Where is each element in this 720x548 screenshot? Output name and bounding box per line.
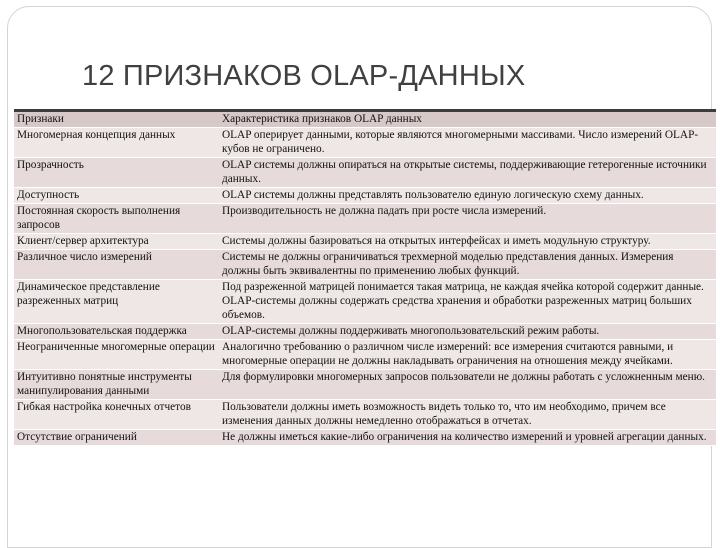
table-row bbox=[14, 324, 716, 340]
table-row bbox=[14, 158, 716, 188]
olap-properties-table bbox=[14, 112, 716, 446]
property-name-cell: Динамическое представление разреженных матриц bbox=[14, 280, 219, 324]
property-name-cell: Различное число измерений bbox=[14, 250, 219, 280]
property-description-cell: Производительность не должна падать при росте числа измерений. bbox=[219, 204, 716, 234]
table-row bbox=[14, 340, 716, 370]
table-row bbox=[14, 128, 716, 158]
property-description-cell: OLAP оперирует данными, которые являются многомерными массивами. Число измерений OLAP-кубов не ограничено. bbox=[219, 128, 716, 158]
property-name-cell: Прозрачность bbox=[14, 158, 219, 188]
table-row bbox=[14, 188, 716, 204]
property-name-cell: Постоянная скорость выполнения запросов bbox=[14, 204, 219, 234]
property-description-cell: Пользователи должны иметь возможность видеть только то, что им необходимо, причем все изменения данных должны немедленно отображаться в отчетах. bbox=[219, 400, 716, 430]
header-cell-characteristics: Характеристика признаков OLAP данных bbox=[219, 112, 716, 128]
property-description-cell: OLAP-системы должны поддерживать многопользовательский режим работы. bbox=[219, 324, 716, 340]
property-description-cell: Системы должны базироваться на открытых интерфейсах и иметь модульную структуру. bbox=[219, 234, 716, 250]
table-row bbox=[14, 234, 716, 250]
table-row bbox=[14, 430, 716, 446]
table-header-row bbox=[14, 112, 716, 128]
property-description-cell: Под разреженной матрицей понимается такая матрица, не каждая ячейка которой содержит данные. OLAP-системы должны содержать средства хранения и обработки разреженных матриц больших объемов. bbox=[219, 280, 716, 324]
property-name-cell: Многопользовательская поддержка bbox=[14, 324, 219, 340]
property-description-cell: Не должны иметься какие-либо ограничения на количество измерений и уровней агрегации данных. bbox=[219, 430, 716, 446]
property-name-cell: Интуитивно понятные инструменты манипулирования данными bbox=[14, 370, 219, 400]
table-row bbox=[14, 204, 716, 234]
property-name-cell: Отсутствие ограничений bbox=[14, 430, 219, 446]
header-cell-properties: Признаки bbox=[14, 112, 219, 128]
table-row bbox=[14, 400, 716, 430]
property-name-cell: Клиент/сервер архитектура bbox=[14, 234, 219, 250]
slide-title: 12 ПРИЗНАКОВ OLAP-ДАННЫХ bbox=[82, 60, 526, 92]
table-row bbox=[14, 280, 716, 324]
property-description-cell: Системы не должны ограничиваться трехмерной моделью представления данных. Измерения должны быть эквивалентны по применению любых функций. bbox=[219, 250, 716, 280]
table-row bbox=[14, 250, 716, 280]
property-name-cell: Многомерная концепция данных bbox=[14, 128, 219, 158]
property-description-cell: Аналогично требованию о различном числе измерений: все измерения считаются равными, и многомерные операции не должны накладывать ограничения на отношения между ячейками. bbox=[219, 340, 716, 370]
property-description-cell: OLAP системы должны опираться на открытые системы, поддерживающие гетерогенные источники данных. bbox=[219, 158, 716, 188]
property-name-cell: Гибкая настройка конечных отчетов bbox=[14, 400, 219, 430]
property-description-cell: OLAP системы должны представлять пользователю единую логическую схему данных. bbox=[219, 188, 716, 204]
property-description-cell: Для формулировки многомерных запросов пользователи не должны работать с усложненным меню. bbox=[219, 370, 716, 400]
property-name-cell: Доступность bbox=[14, 188, 219, 204]
property-name-cell: Неограниченные многомерные операции bbox=[14, 340, 219, 370]
table-row bbox=[14, 370, 716, 400]
table-container bbox=[14, 112, 716, 540]
